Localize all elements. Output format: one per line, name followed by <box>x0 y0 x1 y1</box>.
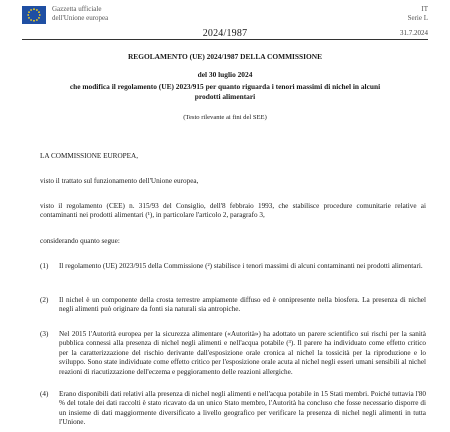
recital-text: Nel 2015 l'Autorità europea per la sicurezza alimentare («Autorità») ha adottato un parere scientifico sui rischi per la sanità pubblica connessi alla presenza di nichel negli alimenti e nell'acqua potabile (³). Il parere ha individuato come effetto critico per la caratterizzazione del rischio derivante dall'esposizione orale cronica al nichel la tossicità per la riproduzione e lo sviluppo. Sono state individuate come effetto critico per l'esposizione orale acuta al nichel negli esseri umani sensibili al nichel reazioni di riacutizzazione dell'eczema e peggioramento delle reazioni allergiche. <box>59 330 426 376</box>
recital-1 <box>40 262 426 271</box>
language-code: IT <box>421 5 428 13</box>
eea-relevance-note: (Testo rilevante ai fini del SEE) <box>183 114 267 121</box>
recital-number: (3) <box>40 330 49 338</box>
recital-text: Il nichel è un componente della crosta terrestre ampiamente diffuso ed è onnipresente nella biosfera. La presenza di nichel negli alimenti può originare da fonti sia naturali sia antropiche. <box>59 296 426 314</box>
document-number: 2024/1987 <box>202 28 248 39</box>
considerando-intro: considerando quanto segue: <box>40 237 120 245</box>
recital-3 <box>40 330 426 377</box>
language-series <box>408 5 428 23</box>
gazette-line-1: Gazzetta ufficiale <box>52 5 102 13</box>
publication-date: 31.7.2024 <box>400 29 428 37</box>
recital-number: (1) <box>40 262 49 270</box>
recital-text: Erano disponibili dati relativi alla presenza di nichel negli alimenti e nell'acqua potabile in 15 Stati membri. Poiché tuttavia l'80 % del totale dei dati raccolti è stato ricavato da un unico Stato membro, l'Autorità ha concluso che fosse necessario disporre di un insieme di dati maggiormente diversificato a livello geografico per verificare la presenza di nichel negli alimenti in tutta l'Unione. <box>59 390 426 427</box>
regulation-date: del 30 luglio 2024 <box>197 69 253 79</box>
gazette-line-2: dell'Unione europea <box>52 14 109 22</box>
eu-flag-icon <box>22 6 46 24</box>
recital-number: (4) <box>40 390 49 398</box>
document-number-row <box>22 28 428 40</box>
recital-text: Il regolamento (UE) 2023/915 della Commissione (²) stabilisce i tenori massimi di alcuni contaminanti nei prodotti alimentari. <box>59 262 423 270</box>
commission-heading: LA COMMISSIONE EUROPEA, <box>40 152 139 160</box>
header-rule <box>22 39 428 40</box>
recital-2 <box>40 296 426 315</box>
series-label: Serie L <box>407 14 428 22</box>
recital-4 <box>40 390 426 428</box>
regulation-title: REGOLAMENTO (UE) 2024/1987 DELLA COMMISSIONE <box>127 52 323 61</box>
visto-treaty: visto il trattato sul funzionamento dell'Unione europea, <box>40 177 199 185</box>
regulation-title-block <box>60 52 390 123</box>
visto-regulation: visto il regolamento (CEE) n. 315/93 del Consiglio, dell'8 febbraio 1993, che stabilisce procedure comunitarie relative ai contaminanti nei prodotti alimentari (¹), in particolare l'articolo 2, paragrafo 3, <box>40 202 426 220</box>
recital-number: (2) <box>40 296 49 304</box>
regulation-subject: che modifica il regolamento (UE) 2023/915 per quanto riguarda i tenori massimi di nichel in alcuni prodotti alimentari <box>69 82 381 101</box>
gazette-title <box>52 5 108 23</box>
